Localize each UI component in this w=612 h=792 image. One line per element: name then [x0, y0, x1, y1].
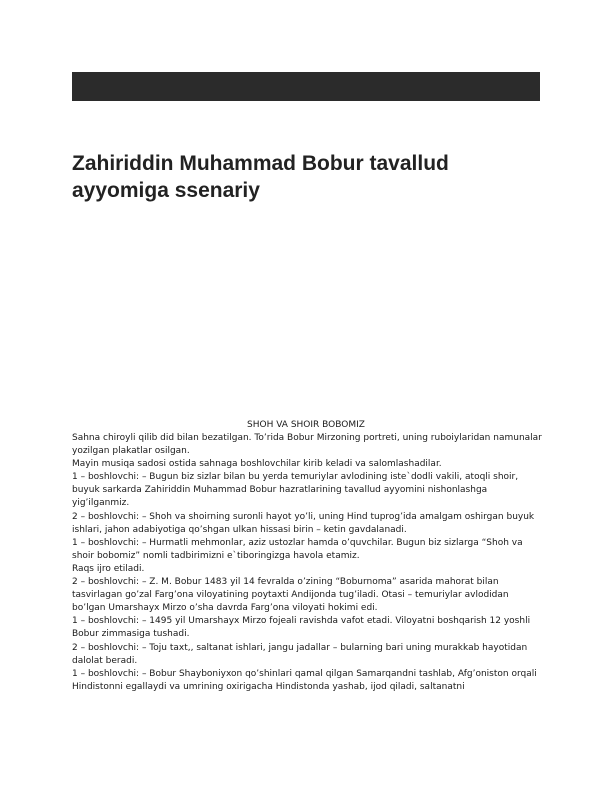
header-banner — [72, 72, 540, 101]
document-title: Zahiriddin Muhammad Bobur tavallud ayyomiga ssenariy — [72, 152, 449, 202]
body-paragraph: 1 – boshlovchi: – Bobur Shayboniyxon qo’shinlari qamal qilgan Samarqandni tashlab, Afg’oniston orqali Hindistonni egallaydi va umrining oxirigacha Hindistonda yashab, ijod qiladi, saltanatni — [72, 668, 537, 692]
body-paragraph: 1 – boshlovchi: – 1495 yil Umarshayx Mirzo fojeali ravishda vafot etadi. Viloyatni boshqarish 12 yoshli Bobur zimmasiga tushadi. — [72, 616, 531, 640]
body-paragraph: 2 – boshlovchi: – Z. M. Bobur 1483 yil 14 fevralda o’zining “Boburnoma” asarida mahorat bilan tasvirlagan go’zal Farg’ona viloyatining poytaxti Andijonda tug’iladi. Otasi – temuriylar avlodidan bo’lgan Umarshayx Mirzo o’sha davrda Farg’ona viloyati hokimi edi. — [72, 577, 509, 614]
document-body — [72, 432, 542, 708]
body-paragraph: Mayin musiqa sadosi ostida sahnaga boshlovchilar kirib keladi va salomlashadilar. — [72, 459, 442, 470]
body-paragraph: Sahna chiroyli qilib did bilan bezatilgan. To’rida Bobur Mirzoning portreti, uning ruboiylaridan namunalar yozilgan plakatlar osilgan. — [72, 433, 542, 457]
body-paragraph: Raqs ijro etiladi. — [72, 563, 145, 574]
body-paragraph: 1 – boshlovchi: – Hurmatli mehmonlar, aziz ustozlar hamda o’quvchilar. Bugun biz sizlarga “Shoh va shoir bobomiz” nomli tadbirimizni e`tiboringizga havola etamiz. — [72, 537, 523, 561]
body-paragraph: 2 – boshlovchi: – Shoh va shoirning suronli hayot yo’li, uning Hind tuprog’ida amalgam oshirgan buyuk ishlari, jahon adabiyotiga qo’shgan ulkan hissasi birin – ketin gavdalanadi. — [72, 511, 535, 535]
section-heading: SHOH VA SHOIR BOBOMIZ — [247, 420, 365, 430]
body-paragraph: 1 – boshlovchi: – Bugun biz sizlar bilan bu yerda temuriylar avlodining iste`dodli vakili, atoqli shoir, buyuk sarkarda Zahiriddin Muhammad Bobur hazratlarining tavallud ayyomini nishonlashga yig’ilganmiz. — [72, 472, 519, 509]
body-paragraph: 2 – boshlovchi: – Toju taxt,, saltanat ishlari, jangu jadallar – bularning bari uning murakkab hayotidan dalolat beradi. — [72, 642, 528, 666]
